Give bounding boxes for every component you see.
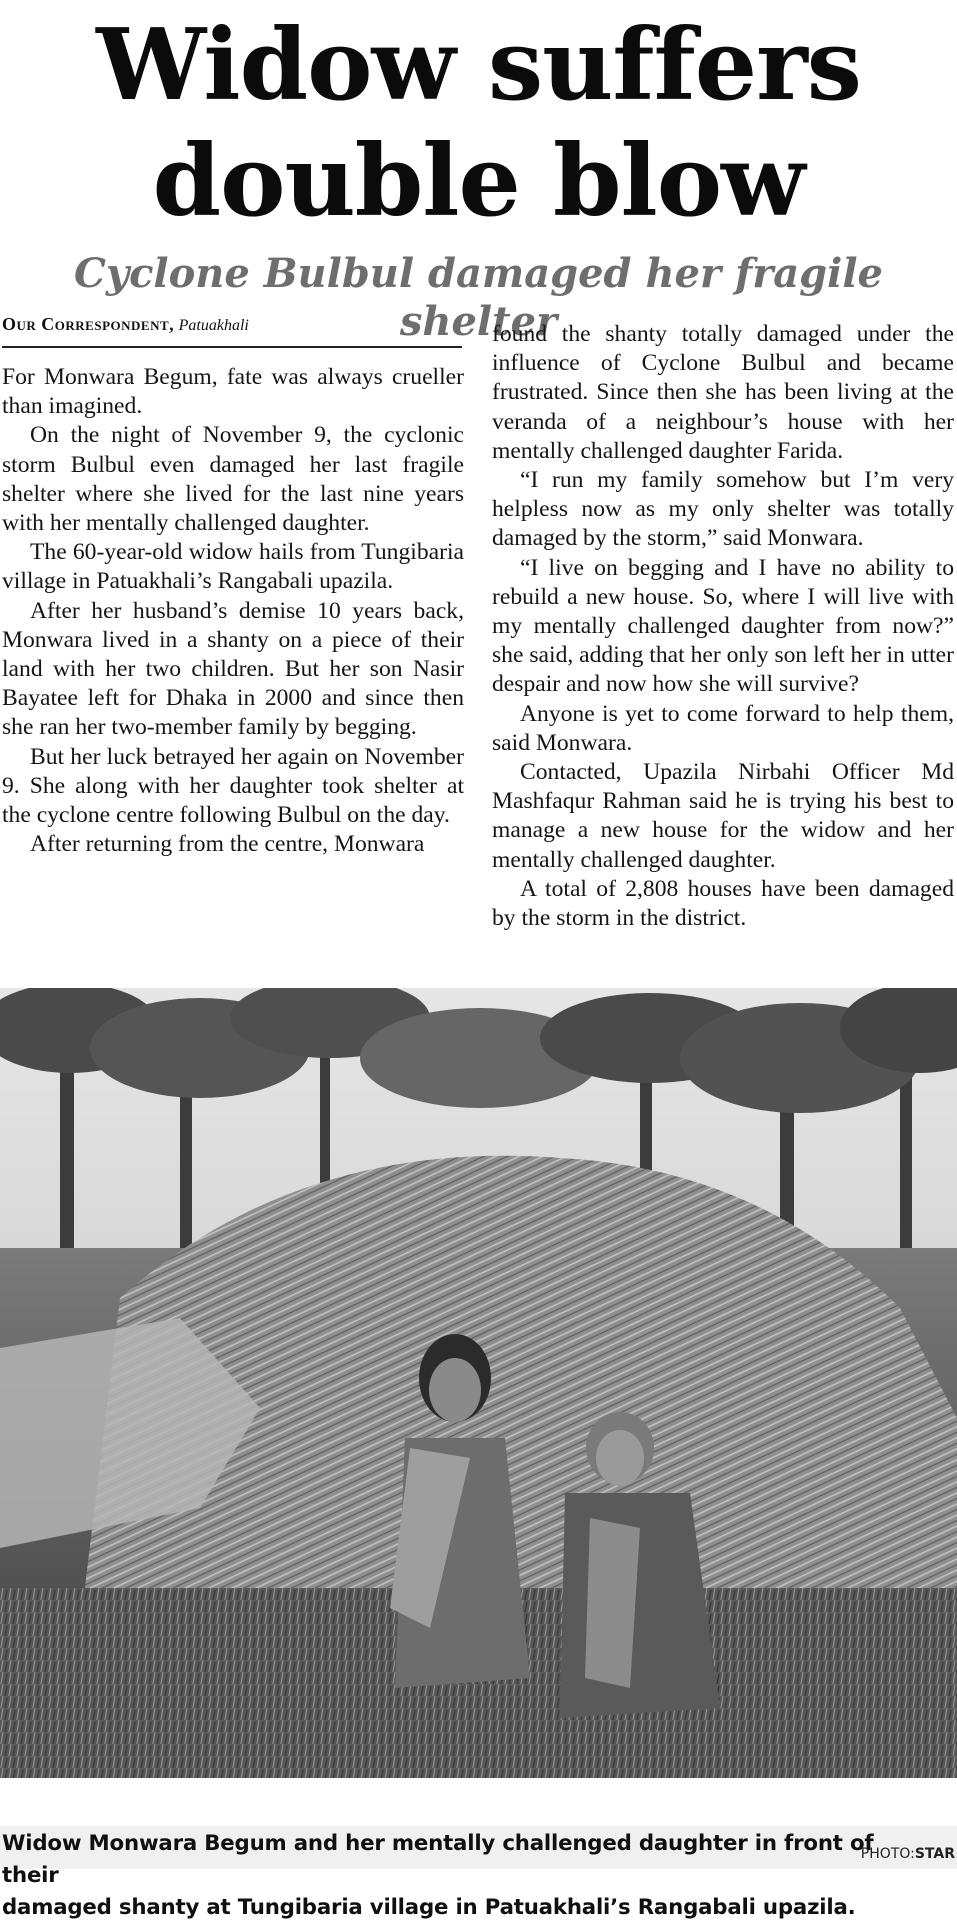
paragraph: After her husband’s demise 10 years back, Monwara lived in a shanty on a piece of their land with her two children. But her son Nasir Bayatee left for Dhaka in 2000 and since then she ran her two-member family by begging. (2, 597, 464, 741)
byline (2, 312, 462, 348)
byline-name: Our Correspondent, (2, 314, 175, 334)
paragraph: For Monwara Begum, fate was always crueller than imagined. (2, 364, 464, 420)
paragraph: The 60-year-old widow hails from Tungibaria village in Patuakhali’s Rangabali upazila. (2, 539, 464, 595)
article-column-1 (2, 363, 464, 859)
article-column-2 (492, 320, 954, 933)
news-photo (0, 988, 957, 1778)
paragraph: But her luck betrayed her again on November 9. She along with her daughter took shelter at the cyclone centre following Bulbul on the day. (2, 743, 464, 829)
paragraph: Contacted, Upazila Nirbahi Officer Md Mashfaqur Rahman said he is trying his best to manage a new house for the widow and her mentally challenged daughter. (492, 759, 954, 873)
byline-place: Patuakhali (178, 317, 249, 334)
headline (0, 8, 957, 240)
subheadline: Cyclone Bulbul damaged her fragile shelter (73, 250, 883, 345)
credit-prefix: PHOTO: (860, 1846, 915, 1862)
photo-caption (2, 1828, 902, 1924)
headline-line-1: Widow suffers (96, 8, 861, 123)
paragraph: A total of 2,808 houses have been damaged by the storm in the district. (492, 875, 954, 932)
photo-credit (861, 1846, 955, 1862)
paragraph: Anyone is yet to come forward to help them, said Monwara. (492, 700, 954, 756)
caption-line-1: Widow Monwara Begum and her mentally challenged daughter in front of their (2, 1831, 874, 1888)
paragraph: “I run my family somehow but I’m very helpless now as my only shelter was totally damaged by the storm,” said Monwara. (492, 467, 954, 552)
caption-line-2: damaged shanty at Tungibaria village in Patuakhali’s Rangabali upazila. (2, 1895, 856, 1920)
paragraph: found the shanty totally damaged under the influence of Cyclone Bulbul and became frustrated. Since then she has been living at the veranda of a neighbour’s house with her mentally challenged daughter Farida. (492, 321, 954, 464)
paragraph: On the night of November 9, the cyclonic storm Bulbul even damaged her last fragile shelter where she lived for the last nine years with her mentally challenged daughter. (2, 422, 464, 537)
paragraph: “I live on begging and I have no ability to rebuild a new house. So, where I will live with my mentally challenged daughter from now?” she said, adding that her only son left her in utter despair and now how she will survive? (492, 554, 954, 698)
credit-name: STAR (914, 1846, 955, 1862)
paragraph: After returning from the centre, Monwara (30, 831, 425, 858)
headline-line-2: double blow (152, 124, 805, 239)
